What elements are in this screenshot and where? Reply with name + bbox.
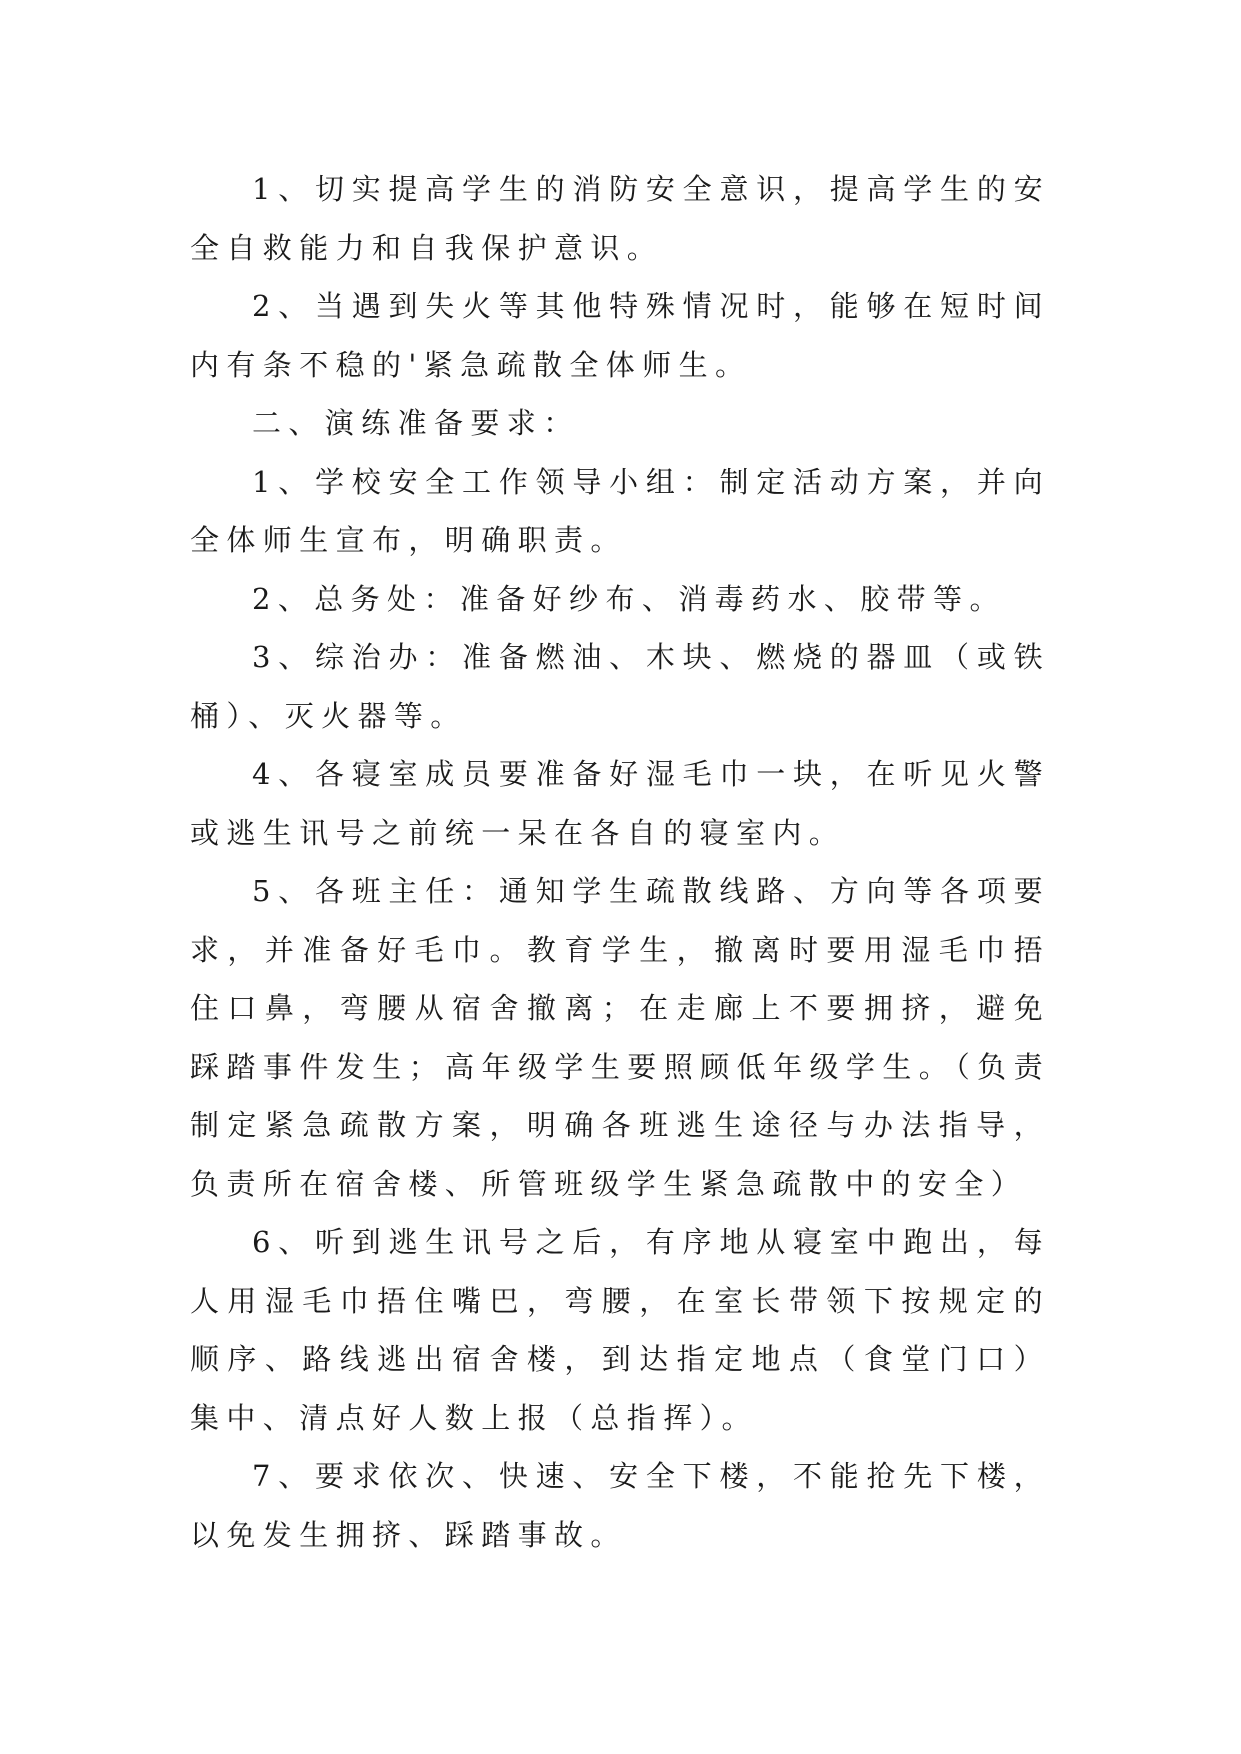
paragraph-prep-5: 5、各班主任：通知学生疏散线路、方向等各项要求，并准备好毛巾。教育学生，撤离时要用湿毛巾捂住口鼻，弯腰从宿舍撤离；在走廊上不要拥挤，避免踩踏事件发生；高年级学生要照顾低年级学生。（负责制定紧急疏散方案，明确各班逃生途径与办法指导，负责所在宿舍楼、所管班级学生紧急疏散中的安全） <box>190 874 1050 1201</box>
paragraph-prep-6: 6、听到逃生讯号之后，有序地从寝室中跑出，每人用湿毛巾捂住嘴巴，弯腰，在室长带领下按规定的顺序、路线逃出宿舍楼，到达指定地点（食堂门口）集中、清点好人数上报（总指挥）。 <box>190 1225 1050 1435</box>
document-body <box>190 160 1050 1564</box>
paragraph-prep-1: 1、学校安全工作领导小组：制定活动方案，并向全体师生宣布，明确职责。 <box>190 464 1050 557</box>
paragraph-goal-2: 2、当遇到失火等其他特殊情况时，能够在短时间内有条不稳的'紧急疏散全体师生。 <box>190 289 1050 382</box>
paragraph-prep-3: 3、综治办：准备燃油、木块、燃烧的器皿（或铁桶）、灭火器等。 <box>190 640 1050 733</box>
section-heading-preparation: 二、演练准备要求： <box>252 406 580 440</box>
paragraph-prep-4: 4、各寝室成员要准备好湿毛巾一块，在听见火警或逃生讯号之前统一呆在各自的寝室内。 <box>190 757 1050 850</box>
paragraph-prep-7: 7、要求依次、快速、安全下楼，不能抢先下楼，以免发生拥挤、踩踏事故。 <box>190 1459 1050 1552</box>
paragraph-prep-2: 2、总务处：准备好纱布、消毒药水、胶带等。 <box>252 581 1006 616</box>
paragraph-goal-1: 1、切实提高学生的消防安全意识，提高学生的安全自救能力和自我保护意识。 <box>190 172 1050 265</box>
